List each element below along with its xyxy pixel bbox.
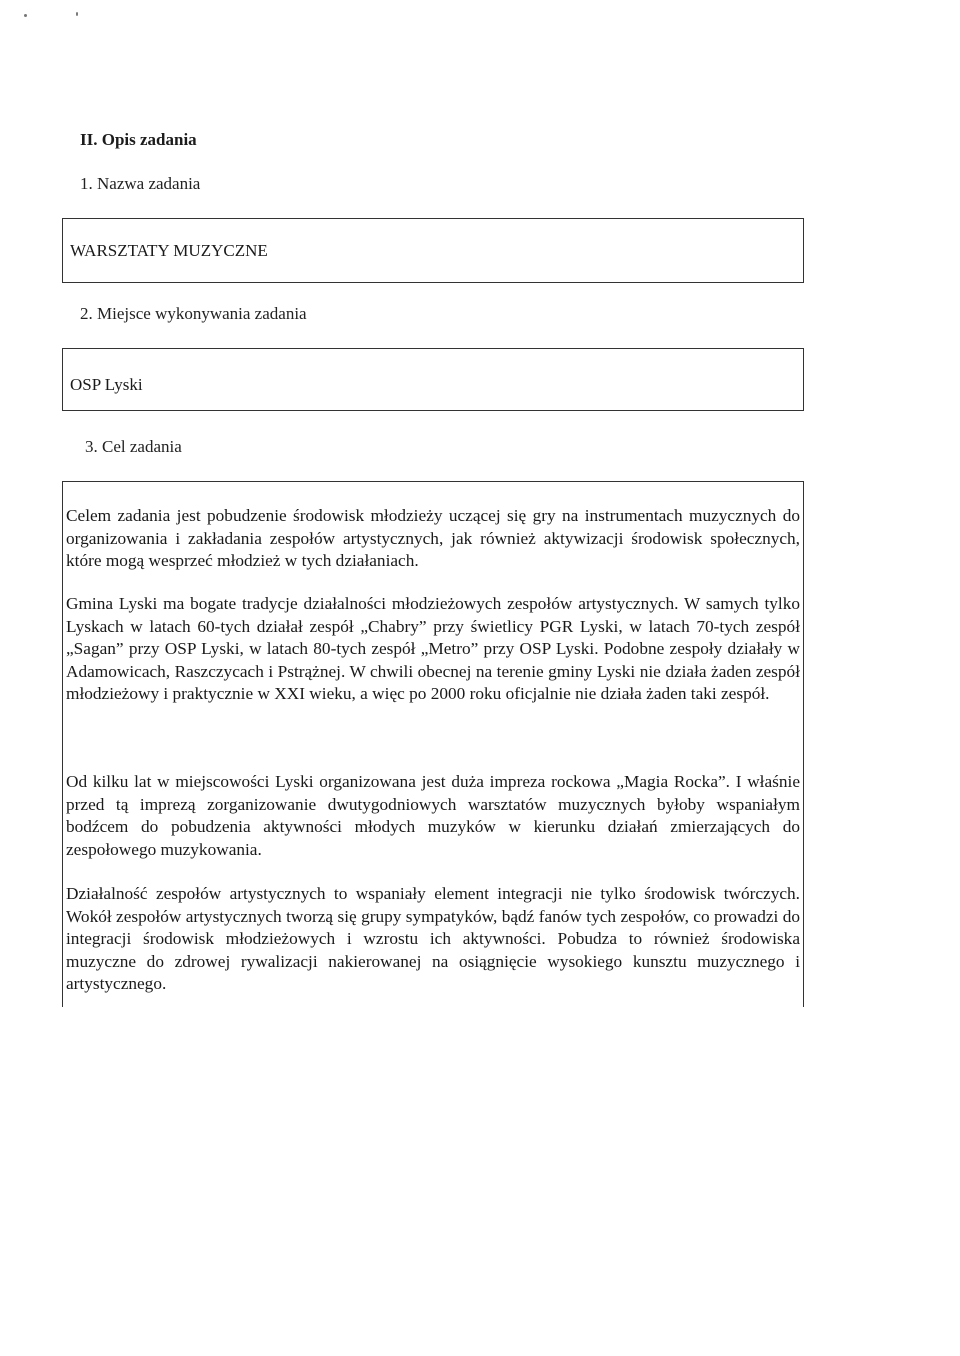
goal-paragraph-4: Działalność zespołów artystycznych to wspaniały element integracji nie tylko środowisk twórczych. Wokół zespołów artystycznych tworzą się grupy sympatyków, bądź fanów tych zespołów, co prowadzi do integracji środowisk młodzieżowych i wzrostu ich aktywności. Pobudza to również środowiska muzyczne do zdrowej rywalizacji nakierowanej na osiągnięcie wysokiego kunsztu muzycznego i artystycznego. <box>66 884 800 994</box>
task-location-label: 2. Miejsce wykonywania zadania <box>80 304 307 323</box>
task-location-value: OSP Lyski <box>70 375 143 394</box>
task-name-label: 1. Nazwa zadania <box>80 174 201 193</box>
goal-paragraph-3: Od kilku lat w miejscowości Lyski organizowana jest duża impreza rockowa „Magia Rocka”. I właśnie przed tą imprezą zorganizowanie dwutygodniowych warsztatów muzycznych byłoby wspaniałym bodźcem do pobudzenia aktywności młodych muzyków w kierunku działań zmierzających do zespołowego muzykowania. <box>66 772 800 859</box>
scan-mark-top <box>76 12 78 16</box>
section-heading: II. Opis zadania <box>80 130 197 149</box>
task-name-box <box>62 218 804 283</box>
task-location-box <box>62 348 804 411</box>
goal-paragraph-1: Celem zadania jest pobudzenie środowisk młodzieży uczącej się gry na instrumentach muzycznych do organizowania i zakładania zespołów artystycznych, jak również aktywizacji środowisk społecznych, które mogą wesprzeć młodzież w tych działaniach. <box>66 506 800 571</box>
task-name-value: WARSZTATY MUZYCZNE <box>70 241 268 260</box>
task-goal-label: 3. Cel zadania <box>85 437 182 456</box>
goal-paragraph-2: Gmina Lyski ma bogate tradycje działalności młodzieżowych zespołów artystycznych. W samych tylko Lyskach w latach 60-tych działał zespół „Chabry” przy świetlicy PGR Lyski, w latach 70-tych zespół „Sagan” przy OSP Lyski, w latach 80-tych zespół „Metro” przy OSP Lyski. Podobne zespoły działały w Adamowicach, Raszczycach i Pstrążnej. W chwili obecnej na terenie gminy Lyski nie działa żaden zespół młodzieżowy i praktycznie w XXI wieku, a więc po 2000 roku oficjalnie nie działa żaden taki zespół. <box>66 594 800 704</box>
scan-mark-top-left <box>24 14 27 17</box>
